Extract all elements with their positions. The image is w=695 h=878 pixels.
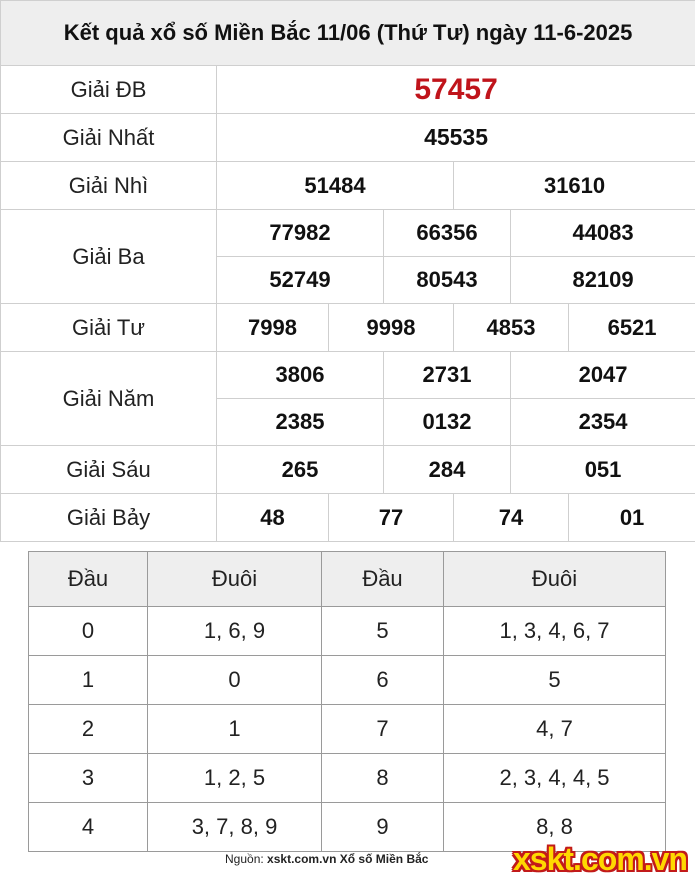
prize-number: 265 xyxy=(217,446,384,494)
loto-duoi: 4, 7 xyxy=(444,705,666,754)
prize-label-nhat: Giải Nhất xyxy=(1,114,217,162)
loto-dau: 4 xyxy=(29,803,148,852)
prize-number: 051 xyxy=(511,446,695,494)
table-row xyxy=(29,754,666,803)
loto-duoi: 8, 8 xyxy=(444,803,666,852)
prize-number: 3806 xyxy=(217,352,384,399)
loto-duoi: 2, 3, 4, 4, 5 xyxy=(444,754,666,803)
prize-label-bay: Giải Bảy xyxy=(1,494,217,542)
loto-header-dau: Đầu xyxy=(322,552,444,607)
loto-dau: 7 xyxy=(322,705,444,754)
prize-label-nhi: Giải Nhì xyxy=(1,162,217,210)
loto-duoi: 3, 7, 8, 9 xyxy=(148,803,322,852)
source-prefix: Nguồn: xyxy=(225,852,264,866)
prize-row-db xyxy=(1,66,695,114)
prize-row-bay xyxy=(1,494,695,542)
prize-number: 0132 xyxy=(384,399,511,446)
prize-number: 52749 xyxy=(217,257,384,304)
prize-number: 74 xyxy=(454,494,569,542)
brand-logo: xskt.com.vn xyxy=(513,841,687,877)
loto-duoi: 1, 6, 9 xyxy=(148,607,322,656)
loto-header-duoi: Đuôi xyxy=(148,552,322,607)
loto-duoi: 1, 2, 5 xyxy=(148,754,322,803)
table-row xyxy=(29,607,666,656)
prize-number: 66356 xyxy=(384,210,511,257)
prize-number: 6521 xyxy=(569,304,695,352)
prize-label-db: Giải ĐB xyxy=(1,66,217,114)
source-credit xyxy=(225,852,428,866)
loto-dau: 9 xyxy=(322,803,444,852)
prize-label-nam: Giải Năm xyxy=(1,352,217,446)
prize-row-sau xyxy=(1,446,695,494)
loto-dau: 5 xyxy=(322,607,444,656)
prize-number: 284 xyxy=(384,446,511,494)
source-name: Xổ số Miền Bắc xyxy=(339,852,429,866)
prize-number: 82109 xyxy=(511,257,695,304)
table-row xyxy=(29,705,666,754)
loto-dau: 2 xyxy=(29,705,148,754)
loto-dau: 1 xyxy=(29,656,148,705)
prize-number: 77982 xyxy=(217,210,384,257)
prize-number: 9998 xyxy=(329,304,454,352)
source-site-link[interactable]: xskt.com.vn xyxy=(267,852,337,866)
loto-dau: 3 xyxy=(29,754,148,803)
prize-number: 44083 xyxy=(511,210,695,257)
prize-number: 77 xyxy=(329,494,454,542)
loto-header-dau: Đầu xyxy=(29,552,148,607)
prize-number: 80543 xyxy=(384,257,511,304)
table-row xyxy=(29,656,666,705)
loto-duoi: 1 xyxy=(148,705,322,754)
prize-number: 2385 xyxy=(217,399,384,446)
prize-number: 7998 xyxy=(217,304,329,352)
loto-dau: 6 xyxy=(322,656,444,705)
prize-label-tu: Giải Tư xyxy=(1,304,217,352)
prize-number: 2354 xyxy=(511,399,695,446)
prize-row-ba xyxy=(1,210,695,257)
prize-row-nhi xyxy=(1,162,695,210)
prize-number: 2047 xyxy=(511,352,695,399)
loto-dau: 8 xyxy=(322,754,444,803)
prize-number: 2731 xyxy=(384,352,511,399)
loto-head-tail-table xyxy=(28,551,666,852)
loto-header-row xyxy=(29,552,666,607)
prize-number-special: 57457 xyxy=(217,66,695,114)
prize-number: 31610 xyxy=(454,162,695,210)
loto-duoi: 1, 3, 4, 6, 7 xyxy=(444,607,666,656)
prize-label-ba: Giải Ba xyxy=(1,210,217,304)
prize-row-tu xyxy=(1,304,695,352)
loto-dau: 0 xyxy=(29,607,148,656)
prize-row-nam xyxy=(1,352,695,399)
prize-number: 4853 xyxy=(454,304,569,352)
prize-label-sau: Giải Sáu xyxy=(1,446,217,494)
loto-duoi: 0 xyxy=(148,656,322,705)
loto-header-duoi: Đuôi xyxy=(444,552,666,607)
prize-number: 01 xyxy=(569,494,695,542)
prize-number: 48 xyxy=(217,494,329,542)
page-title: Kết quả xổ số Miền Bắc 11/06 (Thứ Tư) ngày 11-6-2025 xyxy=(1,1,695,66)
prize-number: 45535 xyxy=(217,114,695,162)
loto-duoi: 5 xyxy=(444,656,666,705)
prize-row-nhat xyxy=(1,114,695,162)
prize-number: 51484 xyxy=(217,162,454,210)
